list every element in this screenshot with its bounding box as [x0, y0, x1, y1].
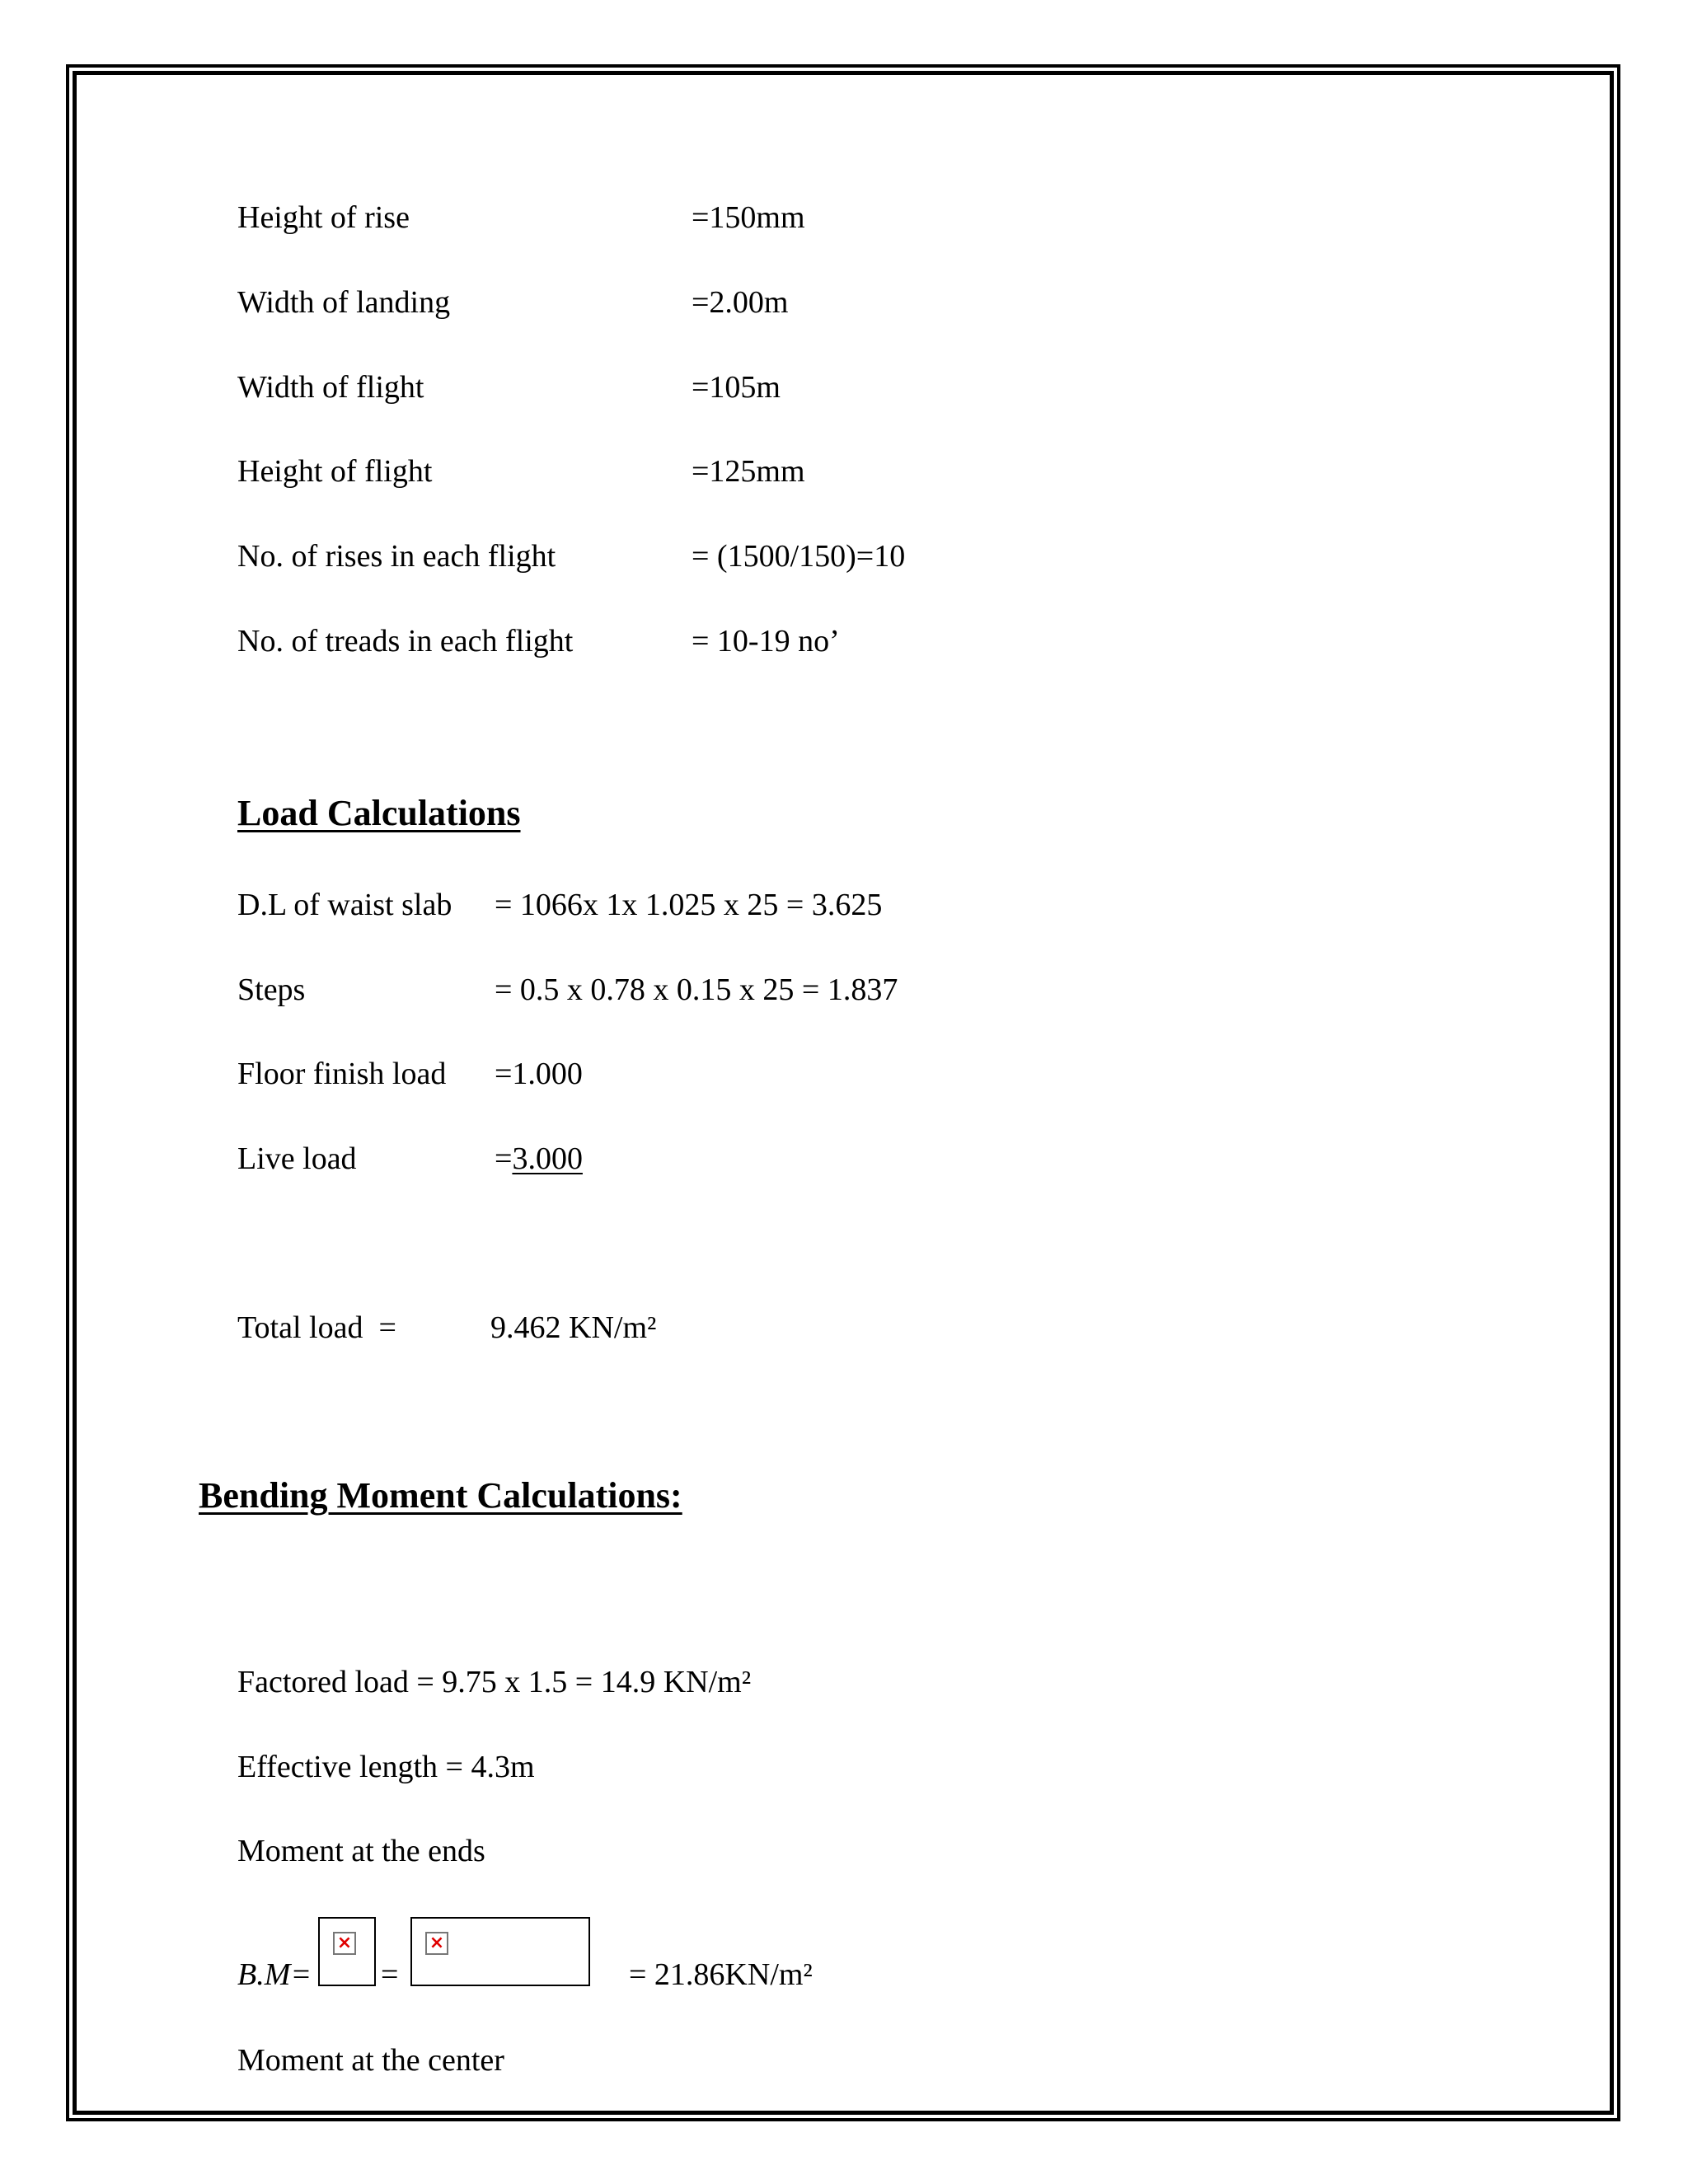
dimension-label: Height of rise [237, 200, 410, 235]
dimension-label: Height of flight [237, 454, 433, 489]
load-label: Live load [237, 1141, 357, 1176]
formula-image-placeholder [410, 1917, 590, 1986]
dimension-value: =105m [692, 370, 781, 405]
load-value: = 1066x 1x 1.025 x 25 = 3.625 [495, 888, 883, 922]
dimension-value: =150mm [692, 200, 805, 235]
dimension-label: No. of treads in each flight [237, 624, 574, 658]
live-load-value: 3.000 [512, 1141, 583, 1176]
load-value [495, 1143, 583, 1174]
formula-image-placeholder [318, 1917, 376, 1986]
dimension-label: Width of flight [237, 370, 424, 405]
total-load-value: 9.462 KN/m² [490, 1310, 657, 1345]
load-label: Floor finish load [237, 1057, 447, 1091]
effective-length-text: Effective length = 4.3m [237, 1750, 535, 1784]
dimension-value: =125mm [692, 454, 805, 489]
load-equals: = [495, 1141, 513, 1176]
dimension-label: No. of rises in each flight [237, 539, 556, 574]
load-label: D.L of waist slab [237, 888, 452, 922]
dimension-value: = 10-19 no’ [692, 624, 840, 658]
bm-prefix: B.M= [237, 1957, 312, 1992]
load-value: =1.000 [495, 1057, 583, 1091]
dimension-value: =2.00m [692, 285, 789, 320]
dimension-value: = (1500/150)=10 [692, 539, 906, 574]
broken-image-icon: × [425, 1932, 448, 1955]
broken-image-icon: × [333, 1932, 356, 1955]
moment-center-label: Moment at the center [237, 2043, 504, 2078]
load-label: Steps [237, 972, 306, 1007]
dimension-label: Width of landing [237, 285, 451, 320]
bm-equals: = [381, 1957, 399, 1992]
factored-load-text: Factored load = 9.75 x 1.5 = 14.9 KN/m² [237, 1665, 752, 1699]
moment-ends-label: Moment at the ends [237, 1834, 485, 1868]
bm-result: = 21.86KN/m² [629, 1957, 813, 1992]
total-load-label: Total load = [237, 1310, 396, 1345]
load-value: = 0.5 x 0.78 x 0.15 x 25 = 1.837 [495, 972, 898, 1007]
load-calculations-heading: Load Calculations [237, 793, 521, 833]
bending-moment-heading: Bending Moment Calculations: [199, 1475, 682, 1516]
